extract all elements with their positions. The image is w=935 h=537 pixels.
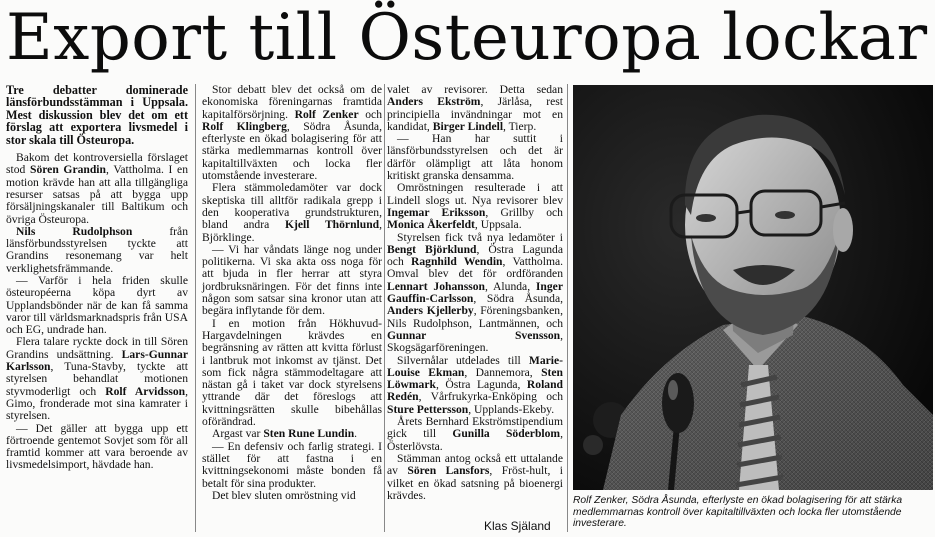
paragraph: I en motion från Hökhuvud-Hargavdelningen krävdes en begränsning av rätten att kvitta förlust i lantbruk mot inkomst av tjänst. Det som fick några stämmodeltagare att nästan gå i taket var dock styrelsens yttrande där det föreslogs att kvittningsrätten skulle bibehållas oförändrad. (202, 316, 382, 429)
portrait-photo-illustration (573, 85, 933, 490)
person-name: Lennart Johansson (387, 279, 485, 293)
person-name: Gunnar Svensson (387, 328, 561, 342)
paragraph: Stor debatt blev det också om de ekonomiska föreningarnas framtida kapitalförsörjning. Rolf Zenker och Rolf Klingberg, Södra Åsunda, efterlyste en ökad bolagisering för att stärka medlemmarnas kontroll över kapitaltillväxten och locka fler utomstående investerare. (202, 83, 383, 183)
person-name: Kjell Thörnlund (284, 218, 380, 232)
person-name: Marie-Louise Ekman (387, 353, 563, 379)
paragraph: Nils Rudolphson från länsförbundsstyrelsen tyckte att Grandins resonemang var helt verklighetsfrämmande. (6, 224, 188, 275)
photo-caption: Rolf Zenker, Södra Åsunda, efterlyste en ökad bolagisering för att stärka medlemmarnas kontroll över kapitaltillväxten och locka fler utomstående investerare. (573, 495, 903, 530)
paragraph: Det blev sluten omröstning vid (212, 488, 356, 502)
article-column-1 (6, 84, 188, 472)
paragraph: Bakom det kontroversiella förslaget stod Sören Grandin, Vattholma. I en motion krävde han att alla tillgängliga resurser satsas på att bygga upp försäljningskanaler till Baltikum och övriga Östeuropa. (6, 151, 188, 226)
paragraph: Argast var Sten Rune Lundin. (212, 427, 358, 441)
person-name: Anders Kjellerby (387, 304, 474, 318)
paragraph: — Han har suttit i länsförbundsstyrelsen och det är därför olämpligt att låta honom kritiskt granska densamma. (387, 132, 563, 183)
paragraph: — Varför i hela friden skulle östeuropéerna köpa dyrt av Upplandsbönder när de kan få samma varor till världsmarknadspris från USA och EG, undrade han. (6, 274, 188, 337)
person-name: Bengt Björklund (387, 242, 477, 256)
paragraph: valet av revisorer. Detta sedan Anders Ekström, Järlåsa, rest principiella invändningar mot en kandidat, Birger Lindell, Tierp. (387, 83, 563, 133)
paragraph: — Det gäller att bygga upp ett förtroende gentemot Sovjet som för all framtid kommer att vara beroende av livsmedelsimport, hävdade han. (6, 421, 188, 472)
article-column-3 (387, 84, 563, 502)
portrait-photo (573, 85, 933, 490)
person-name: Birger Lindell (432, 119, 504, 133)
person-name: Rolf Arvidsson (105, 384, 186, 398)
person-name: Monica Åkerfeldt (387, 218, 475, 232)
paragraph: Flera talare ryckte dock in till Sören Grandins undsättning. Lars-Gunnar Karlsson, Tuna-Stavby, tyckte att styrelsen behandlat motionen styvmoderligt och Rolf Arvidsson, Gimo, fronderade mot sina kamrater i styrelsen. (6, 335, 188, 423)
person-name: Sten Löwmark (387, 365, 563, 392)
person-name: Sören Grandin (30, 163, 106, 177)
paragraph: Styrelsen fick två nya ledamöter i Bengt Björklund, Östra Lagunda och Ragnhild Wendin, Vattholma. Omval blev det för ordföranden Lennart Johansson, Alunda, Inger Gauffin-Carlsson, Södra Åsunda, Anders Kjellerby, Föreningsbanken, Nils Rudolphson, Lantmännen, och Gunnar Svensson, Skogsägarföreningen. (387, 230, 564, 355)
article-column-2 (202, 84, 382, 502)
byline: Klas Själand (484, 519, 551, 533)
person-name: Sten Rune Lundin (263, 427, 355, 441)
column-divider (195, 84, 196, 532)
person-name: Sture Pettersson (387, 402, 469, 416)
person-name: Lars-Gunnar Karlsson (6, 347, 188, 374)
column-divider (567, 84, 568, 532)
person-name: Anders Ekström (387, 95, 481, 109)
person-name: Rolf Klingberg (202, 119, 287, 133)
person-name: Ragnhild Wendin (411, 255, 503, 269)
person-name: Sören Lansfors (407, 464, 490, 478)
person-name: Gunilla Söderblom (452, 427, 561, 441)
paragraph: — En defensiv och farlig strategi. I stället för att fastna i en kvittningsekonomi måste bonden få betalt för sina produkter. (202, 439, 382, 490)
paragraph: Silvernålar utdelades till Marie-Louise Ekman, Dannemora, Sten Löwmark, Östra Lagunda, Roland Redén, Vårfrukyrka-Enköping och Sture Pettersson, Upplands-Ekeby. (387, 353, 563, 416)
person-name: Ingemar Eriksson (387, 205, 486, 219)
headline: Export till Östeuropa lockar (6, 1, 928, 75)
paragraph: Årets Bernhard Ekströmstipendium gick till Gunilla Söderblom, Österlövsta. (387, 415, 563, 453)
person-name: Inger Gauffin-Carlsson (387, 279, 563, 306)
paragraph: — Vi har våndats länge nog under politikerna. Vi ska akta oss noga för att bjuda in fler herrar att styra jordbruksnäringen. För det finns inte någon som satsar sina kronor utan att begära inflytande för dem. (202, 242, 382, 318)
person-name: Nils Rudolphson (16, 224, 133, 238)
paragraph: Omröstningen resulterade i att Lindell slogs ut. Nya revisorer blev Ingemar Eriksson, Grillby och Monica Åkerfeldt, Uppsala. (387, 181, 563, 232)
person-name: Roland Redén (387, 378, 563, 404)
column-divider (384, 84, 385, 532)
paragraph: Flera stämmoledamöter var dock skeptiska till alltför radikala grepp i den kooperativa grundstrukturen, bland andra Kjell Thörnlund, Björklinge. (202, 181, 382, 244)
paragraph: Stämman antog också ett uttalande av Sören Lansfors, Fröst-hult, i vilket en ökad satsning på bioenergi krävdes. (387, 451, 563, 502)
person-name: Rolf Zenker (294, 107, 359, 121)
lead-paragraph: Tre debatter dominerade länsförbundsstämman i Uppsala. Mest diskussion blev det om ett förslag att exportera livsmedel i stor skala till Östeuropa. (6, 83, 188, 147)
